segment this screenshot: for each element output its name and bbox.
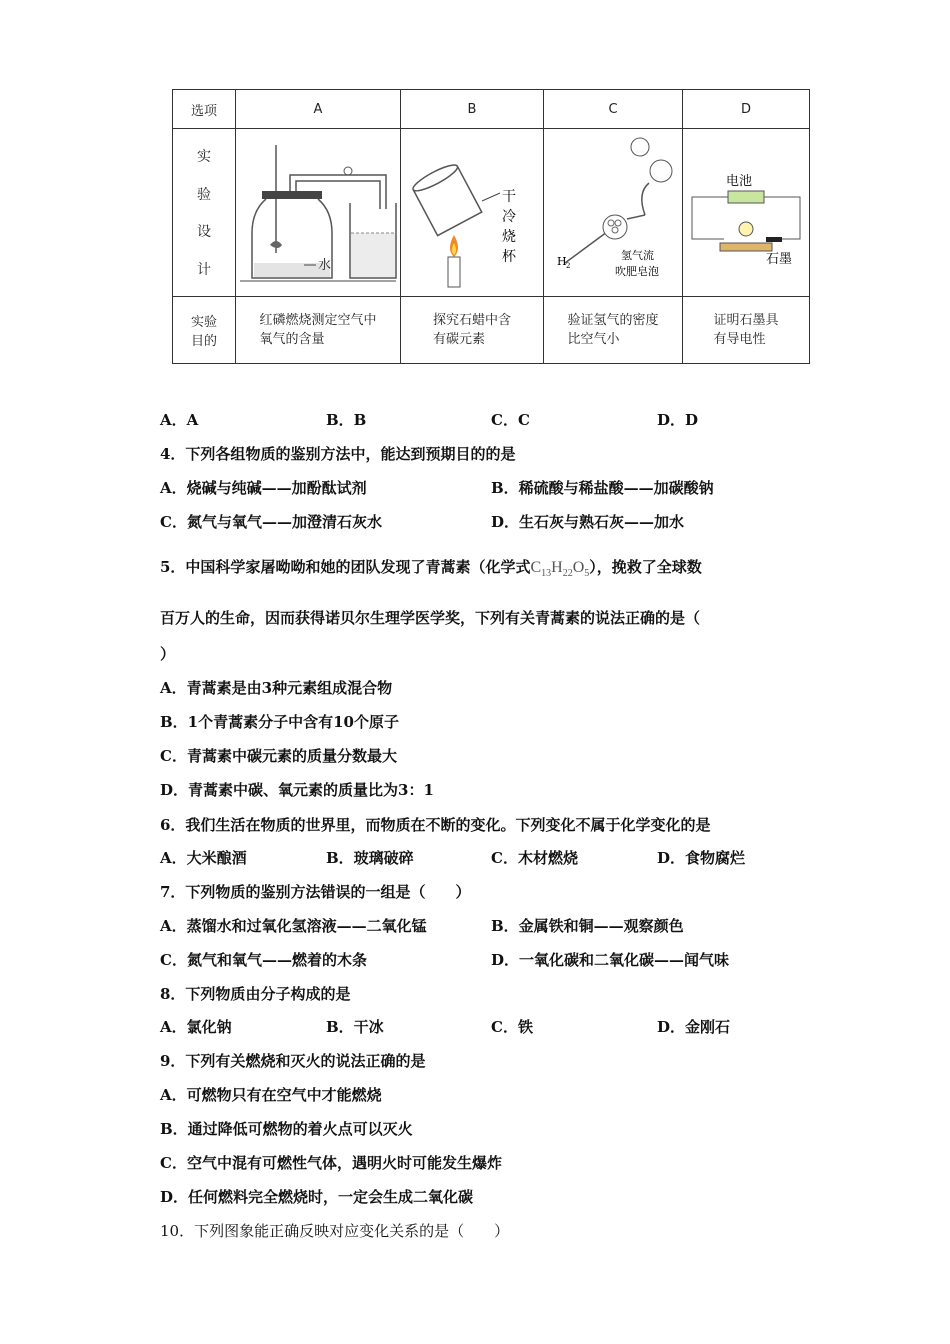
hydrogen-bubble-figure bbox=[545, 133, 681, 293]
purpose-d: 证明石墨具 有导电性 bbox=[683, 297, 810, 364]
graphite-circuit-figure bbox=[684, 133, 808, 293]
svg-text:2: 2 bbox=[566, 261, 571, 270]
q5-option-b[interactable]: B．1个青蒿素分子中含有10个原子 bbox=[160, 713, 399, 731]
q3-option-a[interactable]: A．A bbox=[160, 411, 199, 429]
q5-option-c[interactable]: C．青蒿素中碳元素的质量分数最大 bbox=[160, 747, 397, 765]
q8-option-c[interactable]: C．铁 bbox=[491, 1018, 533, 1036]
q5-stem: 5．中国科学家屠呦呦和她的团队发现了青蒿素（化学式$C_{13}H_{22}O_5$），挽救了全球数 bbox=[160, 558, 702, 580]
q6-option-c[interactable]: C．木材燃烧 bbox=[491, 849, 578, 867]
q10-stem: 10．下列图象能正确反映对应变化关系的是（ ） bbox=[160, 1222, 510, 1240]
q8-stem: 8．下列物质由分子构成的是 bbox=[160, 985, 351, 1003]
q5-option-a[interactable]: A．青蒿素是由3种元素组成混合物 bbox=[160, 679, 393, 697]
q5-stem-line3: ） bbox=[160, 645, 176, 663]
q9-option-d[interactable]: D．任何燃料完全燃烧时，一定会生成二氧化碳 bbox=[160, 1188, 474, 1206]
q7-stem: 7．下列物质的鉴别方法错误的一组是（ ） bbox=[160, 883, 471, 901]
q6-option-b[interactable]: B．玻璃破碎 bbox=[326, 849, 414, 867]
q9-option-c[interactable]: C．空气中混有可燃性气体，遇明火时可能发生爆炸 bbox=[160, 1154, 502, 1172]
q8-option-b[interactable]: B．干冰 bbox=[326, 1018, 384, 1036]
q3-option-d[interactable]: D．D bbox=[657, 411, 699, 429]
q6-option-a[interactable]: A．大米酿酒 bbox=[160, 849, 247, 867]
q7-option-d[interactable]: D．一氧化碳和二氧化碳——闻气味 bbox=[491, 951, 730, 969]
purpose-a: 红磷燃烧测定空气中 氧气的含量 bbox=[236, 297, 401, 364]
svg-text:冷: 冷 bbox=[502, 208, 516, 225]
q3-option-b[interactable]: B．B bbox=[326, 411, 367, 429]
candle-beaker-figure bbox=[402, 133, 542, 293]
q4-option-a[interactable]: A．烧碱与纯碱——加酚酞试剂 bbox=[160, 479, 367, 497]
figure-d-circuit bbox=[683, 129, 810, 297]
q6-stem: 6．我们生活在物质的世界里，而物质在不断的变化。下列变化不属于化学变化的是 bbox=[160, 816, 711, 834]
q9-option-a[interactable]: A．可燃物只有在空气中才能燃烧 bbox=[160, 1086, 382, 1104]
q8-option-d[interactable]: D．金刚石 bbox=[657, 1018, 731, 1036]
q7-option-c[interactable]: C．氮气和氧气——燃着的木条 bbox=[160, 951, 367, 969]
header-d: D bbox=[683, 90, 810, 129]
q3-option-c[interactable]: C．C bbox=[491, 411, 530, 429]
svg-text:电池: 电池 bbox=[726, 173, 753, 189]
q5-option-d[interactable]: D．青蒿素中碳、氧元素的质量比为3：1 bbox=[160, 781, 434, 799]
table-header-row bbox=[173, 90, 810, 129]
q6-option-d[interactable]: D．食物腐烂 bbox=[657, 849, 746, 867]
q9-stem: 9．下列有关燃烧和灭火的说法正确的是 bbox=[160, 1052, 426, 1070]
purpose-label: 实验 目的 bbox=[173, 297, 236, 364]
q4-option-c[interactable]: C．氮气与氧气——加澄清石灰水 bbox=[160, 513, 382, 531]
q7-option-b[interactable]: B．金属铁和铜——观察颜色 bbox=[491, 917, 684, 935]
q4-option-b[interactable]: B．稀硫酸与稀盐酸——加碳酸钠 bbox=[491, 479, 714, 497]
phosphorus-apparatus-figure bbox=[238, 133, 398, 293]
table-purpose-row bbox=[173, 297, 810, 364]
header-a: A bbox=[236, 90, 401, 129]
experiment-table bbox=[172, 89, 810, 364]
q7-option-a[interactable]: A．蒸馏水和过氧化氢溶液——二氧化锰 bbox=[160, 917, 427, 935]
svg-text:烧: 烧 bbox=[502, 228, 516, 245]
table-design-row bbox=[173, 129, 810, 297]
svg-text:吹肥皂泡: 吹肥皂泡 bbox=[615, 264, 659, 278]
q9-option-b[interactable]: B．通过降低可燃物的着火点可以灭火 bbox=[160, 1120, 413, 1138]
q4-stem: 4．下列各组物质的鉴别方法中，能达到预期目的的是 bbox=[160, 445, 516, 463]
svg-text:H: H bbox=[557, 254, 567, 268]
artemisinin-formula: $C_{13}H_{22}O_5$ bbox=[530, 559, 590, 580]
purpose-b: 探究石蜡中含 有碳元素 bbox=[401, 297, 544, 364]
design-label: 实 验 设 计 bbox=[173, 129, 236, 297]
header-option: 选项 bbox=[173, 90, 236, 129]
q8-option-a[interactable]: A．氯化钠 bbox=[160, 1018, 232, 1036]
header-b: B bbox=[401, 90, 544, 129]
figure-a-apparatus bbox=[236, 129, 401, 297]
q4-option-d[interactable]: D．生石灰与熟石灰——加水 bbox=[491, 513, 685, 531]
q5-stem-line2: 百万人的生命，因而获得诺贝尔生理学医学奖，下列有关青蒿素的说法正确的是（ bbox=[160, 609, 701, 627]
water-label: 水 bbox=[318, 257, 332, 273]
svg-text:石墨: 石墨 bbox=[766, 251, 793, 267]
figure-c-bubbles bbox=[544, 129, 683, 297]
header-c: C bbox=[544, 90, 683, 129]
purpose-c: 验证氢气的密度 比空气小 bbox=[544, 297, 683, 364]
svg-text:氢气流: 氢气流 bbox=[621, 248, 654, 262]
figure-b-candle bbox=[401, 129, 544, 297]
svg-text:干: 干 bbox=[502, 188, 516, 205]
svg-text:杯: 杯 bbox=[502, 248, 516, 265]
